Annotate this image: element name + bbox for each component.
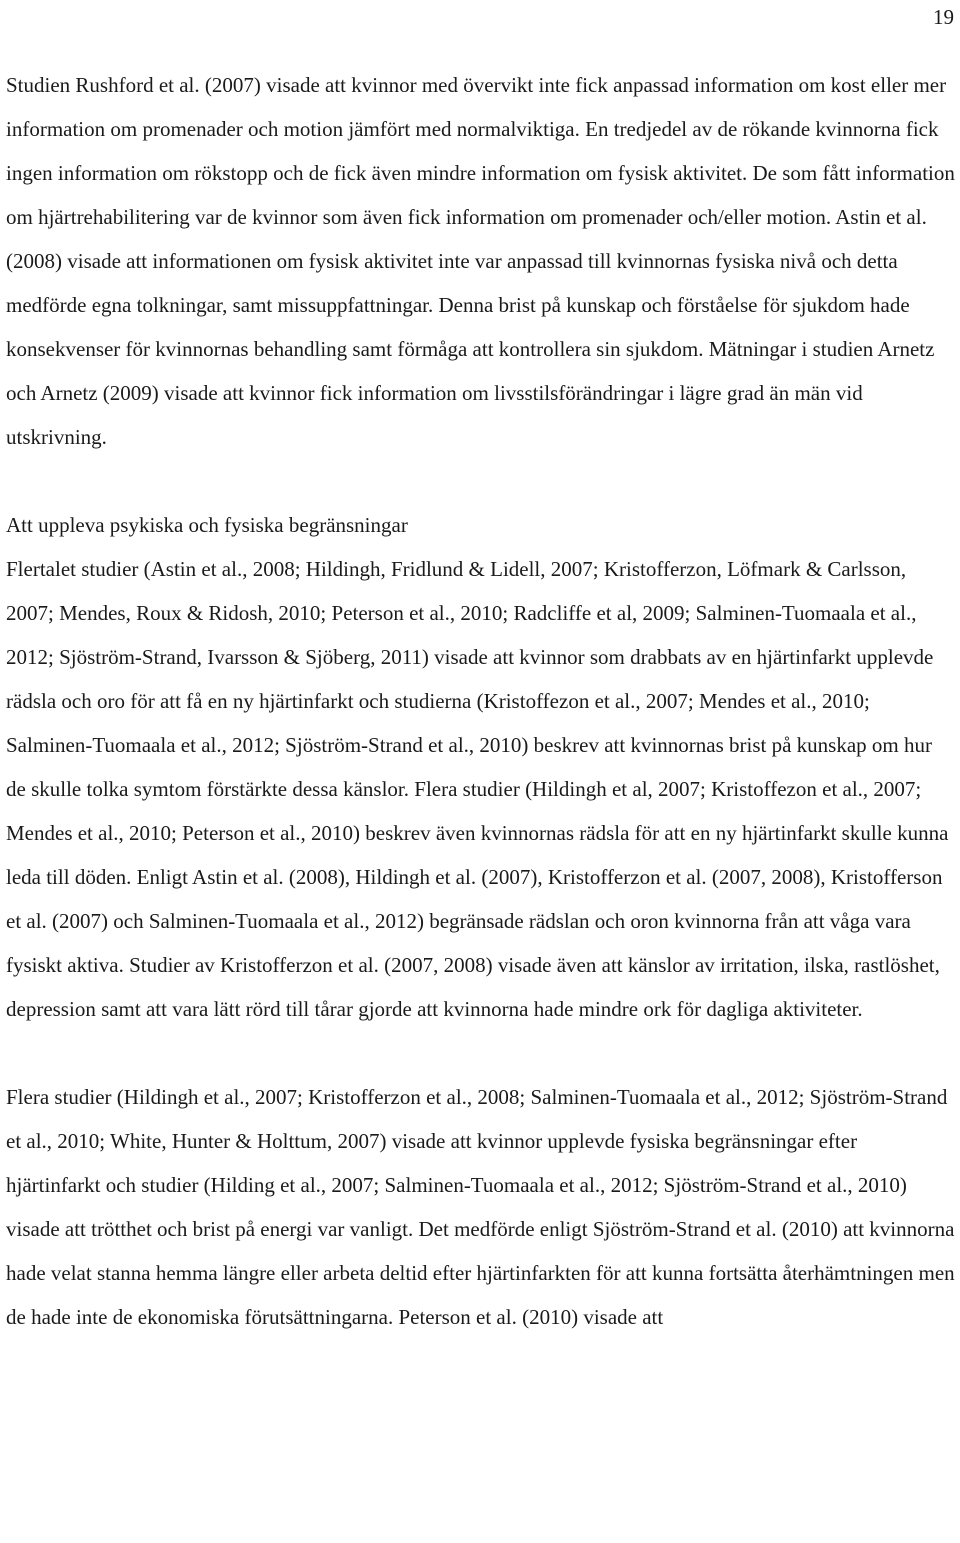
section-heading: Att uppleva psykiska och fysiska begränsningar bbox=[6, 513, 408, 537]
paragraph-information: Studien Rushford et al. (2007) visade att kvinnor med övervikt inte fick anpassad information om kost eller mer information om promenader och motion jämfört med normalviktiga. En tredjedel av de rökande kvinnorna fick ingen information om rökstopp och de fick även mindre information om fysisk aktivitet. De som fått information om hjärtrehabilitering var de kvinnor som även fick information om promenader och/eller motion. Astin et al. (2008) visade att informationen om fysisk aktivitet inte var anpassad till kvinnornas fysiska nivå och detta medförde egna tolkningar, samt missuppfattningar. Denna brist på kunskap och förståelse för sjukdom hade konsekvenser för kvinnornas behandling samt förmåga att kontrollera sin sjukdom. Mätningar i studien Arnetz och Arnetz (2009) visade att kvinnor fick information om livsstilsförändringar i lägre grad än män vid utskrivning. bbox=[6, 73, 955, 449]
paragraph-fear: Flertalet studier (Astin et al., 2008; Hildingh, Fridlund & Lidell, 2007; Kristofferzon, Löfmark & Carlsson, 2007; Mendes, Roux & Ridosh, 2010; Peterson et al., 2010; Radcliffe et al, 2009; Salminen-Tuomaala et al., 2012; Sjöström-Strand, Ivarsson & Sjöberg, 2011) visade att kvinnor som drabbats av en hjärtinfarkt upplevde rädsla och oro för att få en ny hjärtinfarkt och studierna (Kristoffezon et al., 2007; Mendes et al., 2010; Salminen-Tuomaala et al., 2012; Sjöström-Strand et al., 2010) beskrev att kvinnornas brist på kunskap om hur de skulle tolka symtom förstärkte dessa känslor. Flera studier (Hildingh et al, 2007; Kristoffezon et al., 2007; Mendes et al., 2010; Peterson et al., 2010) beskrev även kvinnornas rädsla för att en ny hjärtinfarkt skulle kunna leda till döden. Enligt Astin et al. (2008), Hildingh et al. (2007), Kristofferzon et al. (2007, 2008), Kristofferson et al. (2007) och Salminen-Tuomaala et al., 2012) begränsade rädslan och oron kvinnorna från att våga vara fysiskt aktiva. Studier av Kristofferzon et al. (2007, 2008) visade även att känslor av irritation, ilska, rastlöshet, depression samt att vara lätt rörd till tårar gjorde att kvinnorna hade mindre ork för dagliga aktiviteter. bbox=[6, 557, 949, 1021]
page-number: 19 bbox=[933, 5, 954, 29]
page-body bbox=[6, 63, 956, 1339]
paragraph-physical-limitations: Flera studier (Hildingh et al., 2007; Kristofferzon et al., 2008; Salminen-Tuomaala et al., 2012; Sjöström-Strand et al., 2010; White, Hunter & Holttum, 2007) visade att kvinnor upplevde fysiska begränsningar efter hjärtinfarkt och studier (Hilding et al., 2007; Salminen-Tuomaala et al., 2012; Sjöström-Strand et al., 2010) visade att trötthet och brist på energi var vanligt. Det medförde enligt Sjöström-Strand et al. (2010) att kvinnorna hade velat stanna hemma längre eller arbeta deltid efter hjärtinfarkten för att kunna fortsätta återhämtningen men de hade inte de ekonomiska förutsättningarna. Peterson et al. (2010) visade att bbox=[6, 1085, 955, 1329]
